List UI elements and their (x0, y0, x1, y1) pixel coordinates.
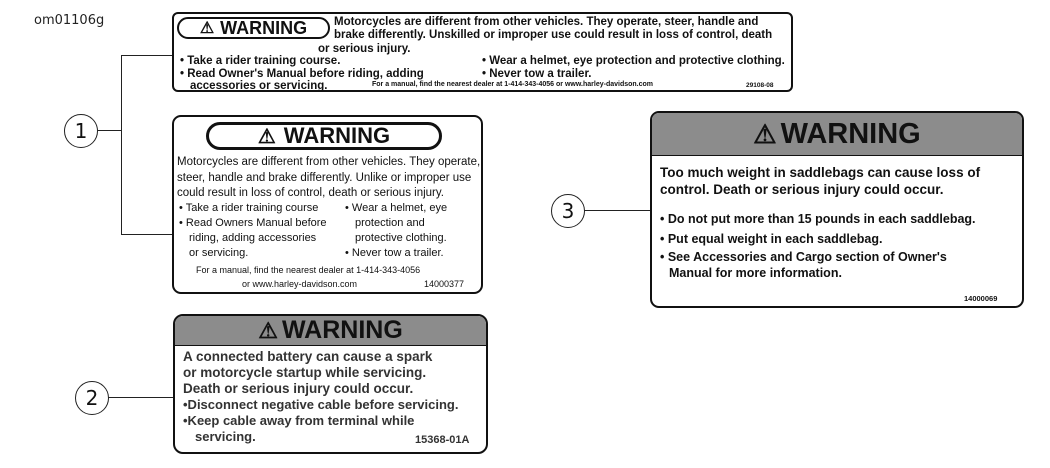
footer-text: or www.harley-davidson.com (242, 279, 358, 289)
footer-text: For a manual, find the nearest dealer at 1-414-343-4056 or www.harley-davidson.com (372, 81, 654, 88)
warning-label-battery (173, 314, 488, 454)
warning-label-general-wide (172, 12, 793, 92)
intro-line: control. Death or serious injury could occur. (660, 181, 944, 197)
leader-line-1-stub (98, 130, 121, 131)
leader-line-1-bottom (121, 234, 174, 235)
list-item: protective clothing. (355, 232, 447, 244)
intro-line: could result in loss of control, death or serious injury. (177, 187, 444, 199)
list-item: •Keep cable away from terminal while (183, 413, 415, 428)
body-line: Death or serious injury could occur. (183, 381, 414, 396)
list-item: servicing. (195, 429, 256, 444)
warning-header-band: ⚠ WARNING (652, 113, 1022, 156)
list-item: or servicing. (189, 247, 249, 259)
part-number: 14000377 (424, 279, 465, 289)
intro-line: Motorcycles are different from other vehicles. They operate, steer, handle and (334, 16, 759, 28)
intro-line: steer, handle and brake differently. Unlike or improper use (177, 171, 472, 184)
list-item: • Wear a helmet, eye protection and protective clothing. (482, 55, 785, 67)
body-line: A connected battery can cause a spark (183, 349, 433, 364)
warning-triangle-icon: ⚠ (257, 125, 276, 148)
list-item: • Read Owner's Manual before riding, adding (180, 67, 424, 80)
figure-reference: om01106g (34, 13, 105, 28)
intro-line: Too much weight in saddlebags can cause loss of (660, 165, 981, 180)
list-item: • Put equal weight in each saddlebag. (660, 231, 883, 246)
list-item: • Do not put more than 15 pounds in each saddlebag. (660, 212, 976, 226)
warning-label-general-square (172, 115, 483, 294)
warning-triangle-icon: ⚠ (753, 118, 777, 149)
list-item: • Take a rider training course. (180, 55, 341, 67)
list-item: Manual for more information. (669, 266, 842, 280)
callout-1: 1 (64, 114, 98, 148)
intro-line: Motorcycles are different from other vehicles. They operate, (177, 156, 481, 168)
list-item: protection and (355, 217, 425, 229)
warning-label-saddlebag (650, 111, 1024, 308)
warning-header: ⚠ WARNING (177, 17, 330, 39)
callout-2: 2 (75, 381, 109, 415)
list-item: • Take a rider training course (179, 202, 319, 214)
intro-line: brake differently. Unskilled or improper use could result in loss of control, death (334, 28, 773, 41)
intro-line: or serious injury. (318, 43, 411, 55)
leader-line-1-vertical (121, 55, 122, 234)
warning-header: ⚠ WARNING (206, 122, 442, 150)
list-item: • Never tow a trailer. (345, 247, 444, 259)
part-number: 15368-01A (415, 434, 470, 446)
leader-line-2 (108, 397, 174, 398)
list-item: • Read Owners Manual before (179, 217, 327, 229)
leader-line-3 (584, 210, 650, 211)
warning-triangle-icon: ⚠ (199, 20, 215, 37)
callout-3: 3 (551, 194, 585, 228)
warning-header-band: ⚠ WARNING (175, 316, 486, 346)
list-item: • Never tow a trailer. (482, 67, 592, 80)
list-item: • Wear a helmet, eye (345, 202, 448, 214)
warning-triangle-icon: ⚠ (258, 317, 278, 343)
leader-line-1-top (121, 55, 174, 56)
list-item: riding, adding accessories (189, 232, 317, 244)
footer-text: For a manual, find the nearest dealer at 1-414-343-4056 (196, 265, 421, 275)
part-number: 29108-08 (746, 82, 774, 89)
list-item: •Disconnect negative cable before servicing. (183, 397, 459, 412)
list-item: accessories or servicing. (190, 80, 328, 92)
list-item: • See Accessories and Cargo section of Owner's (660, 250, 947, 264)
body-line: or motorcycle startup while servicing. (183, 365, 427, 380)
part-number: 14000069 (964, 294, 998, 303)
